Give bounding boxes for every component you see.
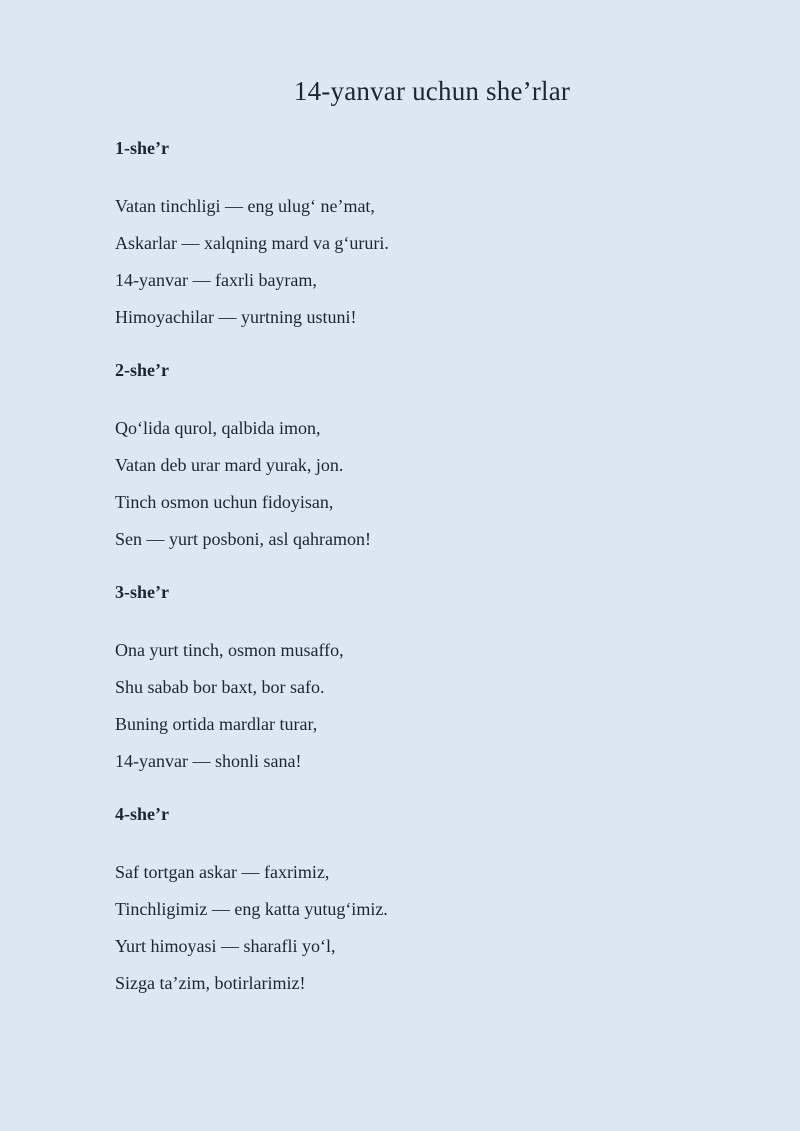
poem-line: Ona yurt tinch, osmon musaffo, bbox=[115, 640, 344, 660]
poem-line: Sen — yurt posboni, asl qahramon! bbox=[115, 529, 371, 549]
poem-line: 14-yanvar — faxrli bayram, bbox=[115, 270, 317, 290]
poem-line: Sizga ta’zim, botirlarimiz! bbox=[115, 973, 306, 993]
poem-line: Saf tortgan askar — faxrimiz, bbox=[115, 862, 330, 882]
poem-section-2 bbox=[115, 358, 749, 558]
poem-section-4 bbox=[115, 802, 749, 1002]
poem-heading: 2-she’r bbox=[115, 360, 169, 380]
poem-line: Qoʻlida qurol, qalbida imon, bbox=[115, 418, 321, 438]
poem-heading: 1-she’r bbox=[115, 138, 169, 158]
poem-section-1 bbox=[115, 136, 749, 336]
poem-body bbox=[115, 854, 749, 1002]
poem-line: Tinch osmon uchun fidoyisan, bbox=[115, 492, 334, 512]
poem-body bbox=[115, 188, 749, 336]
poem-line: Tinchligimiz — eng katta yutugʻimiz. bbox=[115, 899, 388, 919]
poem-line: 14-yanvar — shonli sana! bbox=[115, 751, 302, 771]
poem-line: Yurt himoyasi — sharafli yoʻl, bbox=[115, 936, 336, 956]
poem-line: Himoyachilar — yurtning ustuni! bbox=[115, 307, 357, 327]
poem-line: Shu sabab bor baxt, bor safo. bbox=[115, 677, 325, 697]
poem-body bbox=[115, 410, 749, 558]
poem-line: Askarlar — xalqning mard va gʻururi. bbox=[115, 233, 389, 253]
poem-line: Vatan tinchligi — eng ulugʻ ne’mat, bbox=[115, 196, 375, 216]
poem-section-3 bbox=[115, 580, 749, 780]
poem-line: Buning ortida mardlar turar, bbox=[115, 714, 318, 734]
poem-heading: 4-she’r bbox=[115, 804, 169, 824]
poem-sections bbox=[115, 136, 749, 1002]
poem-heading: 3-she’r bbox=[115, 582, 169, 602]
document-title: 14-yanvar uchun she’rlar bbox=[293, 76, 571, 106]
poem-body bbox=[115, 632, 749, 780]
poem-line: Vatan deb urar mard yurak, jon. bbox=[115, 455, 344, 475]
